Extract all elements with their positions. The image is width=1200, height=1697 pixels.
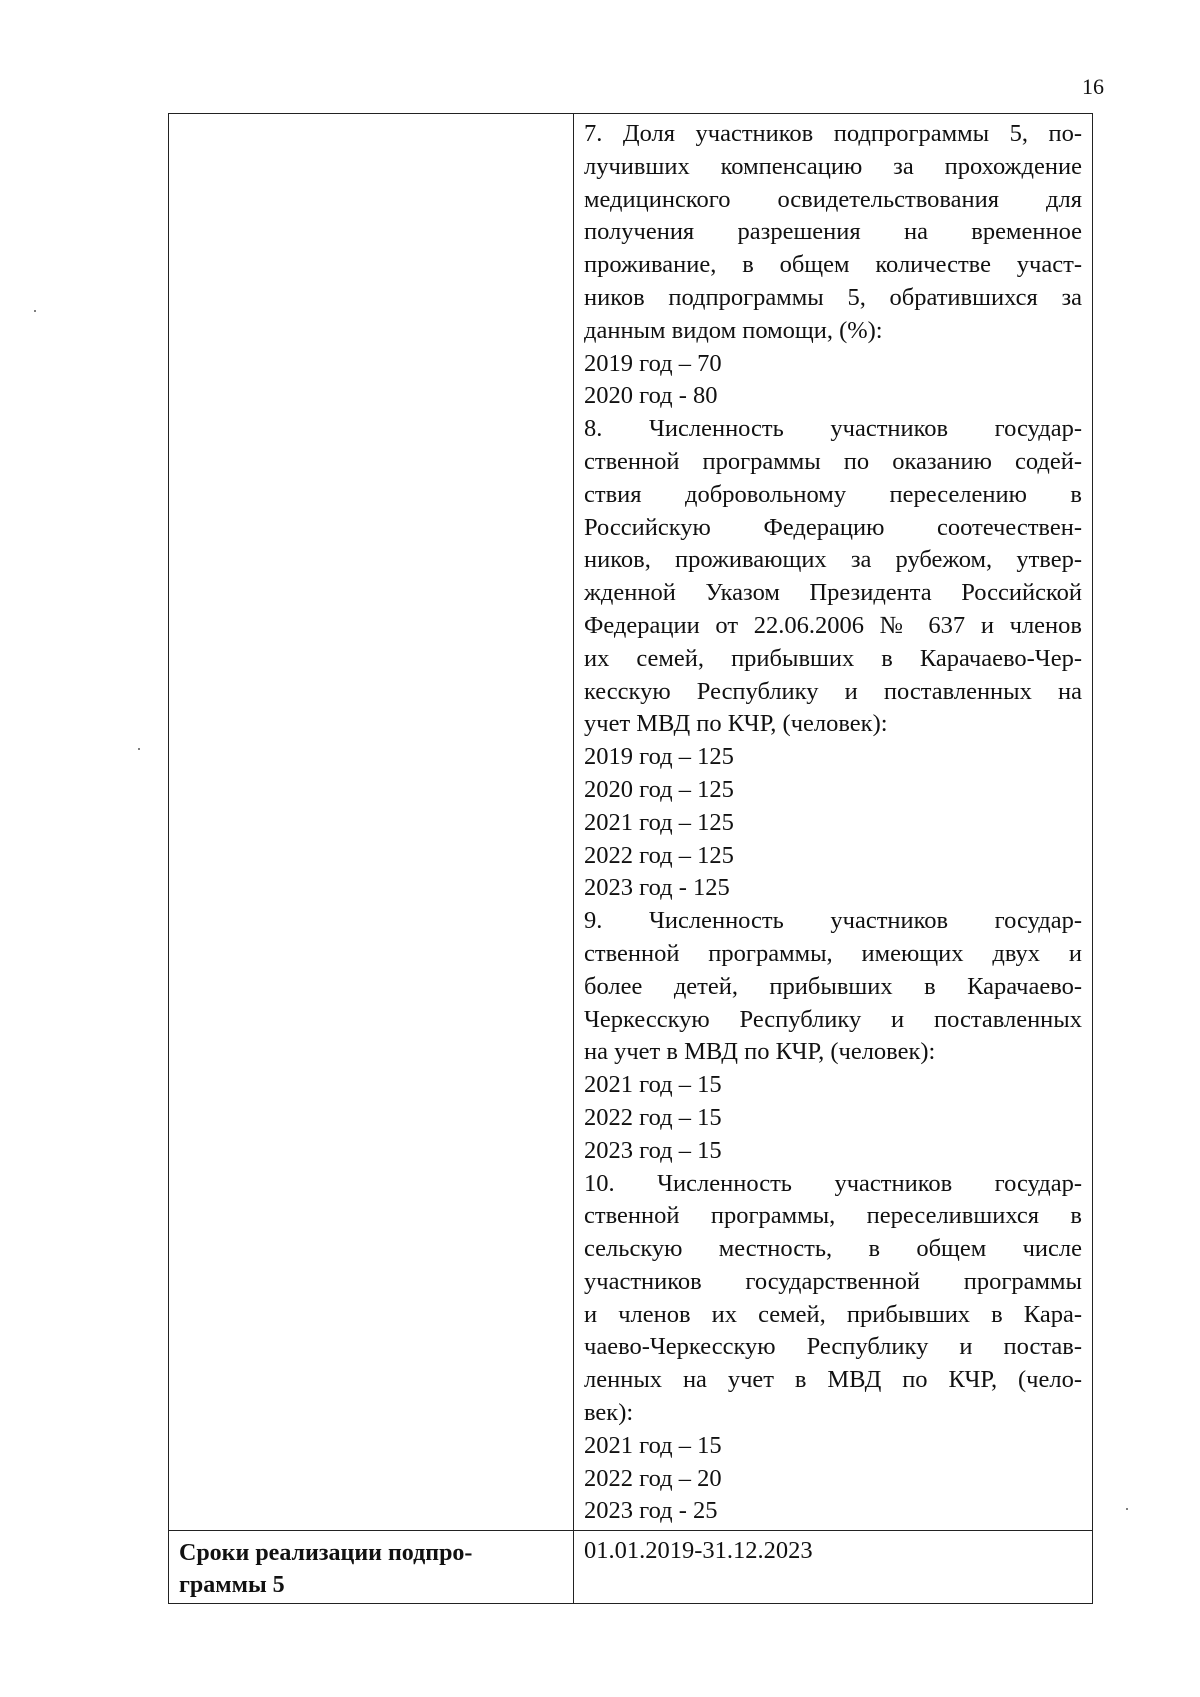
indicator-line: 9. Численность участников государ- [584, 907, 1082, 935]
table-row [169, 114, 1093, 1531]
indicator-line: 2022 год – 15 [584, 1103, 722, 1131]
indicator-line: Федерации от 22.06.2006 № 637 и членов [584, 611, 1082, 639]
indicator-line: участников государственной программы [584, 1267, 1082, 1295]
passport-table [168, 113, 1093, 1604]
indicator-line: 2021 год – 15 [584, 1071, 722, 1099]
indicator-line: 8. Численность участников государ- [584, 415, 1082, 443]
indicator-line: кесскую Республику и поставленных на [584, 677, 1082, 705]
indicator-line: их семей, прибывших в Карачаево-Чер- [584, 644, 1082, 672]
indicator-line: 2023 год - 125 [584, 874, 730, 902]
indicator-line: более детей, прибывших в Карачаево- [584, 972, 1082, 1000]
indicator-line: жденной Указом Президента Российской [584, 579, 1082, 607]
indicator-line: 2022 год – 20 [584, 1464, 722, 1492]
term-label-cell [169, 1531, 574, 1604]
indicator-line: 2023 год – 15 [584, 1136, 722, 1164]
indicator-line: 2019 год – 70 [584, 349, 722, 377]
indicator-line: чаево-Черкесскую Республику и постав- [584, 1333, 1082, 1361]
indicator-line: получения разрешения на временное [584, 218, 1082, 246]
indicator-line: на учет в МВД по КЧР, (человек): [584, 1038, 936, 1066]
indicator-line: сельскую местность, в общем числе [584, 1235, 1082, 1263]
term-label-line: Сроки реализации подпро- [179, 1540, 473, 1567]
indicator-line: проживание, в общем количестве участ- [584, 251, 1082, 279]
indicator-line: ленных на учет в МВД по КЧР, (чело- [584, 1366, 1082, 1394]
indicator-line: ственной программы, имеющих двух и [584, 939, 1082, 967]
indicator-line: 2020 год - 80 [584, 382, 718, 410]
term-value: 01.01.2019-31.12.2023 [584, 1537, 813, 1565]
indicator-line: ственной программы, переселившихся в [584, 1202, 1082, 1230]
indicators-cell [574, 114, 1093, 1531]
indicator-line: ствия добровольному переселению в [584, 480, 1082, 508]
indicator-line: век): [584, 1399, 634, 1427]
indicator-line: 10. Численность участников государ- [584, 1169, 1082, 1197]
indicator-line: 2022 год – 125 [584, 841, 734, 869]
indicator-line: медицинского освидетельствования для [584, 185, 1082, 213]
indicator-line: данным видом помощи, (%): [584, 316, 883, 344]
indicator-line: Черкесскую Республику и поставленных [584, 1005, 1082, 1033]
indicator-line: и членов их семей, прибывших в Кара- [584, 1300, 1082, 1328]
indicator-line: 2023 год - 25 [584, 1497, 718, 1525]
term-label-line: граммы 5 [179, 1572, 285, 1599]
indicator-line: ников подпрограммы 5, обратившихся за [584, 283, 1082, 311]
term-label [179, 1535, 563, 1601]
indicator-line: 2019 год – 125 [584, 743, 734, 771]
page-number: 16 [1082, 74, 1104, 99]
scan-speck [1126, 1508, 1128, 1510]
indicator-line: лучивших компенсацию за прохождение [584, 152, 1082, 180]
empty-left-cell [169, 114, 574, 1531]
indicator-line: учет МВД по КЧР, (человек): [584, 710, 888, 738]
indicators-text [584, 118, 1082, 1528]
indicator-line: Российскую Федерацию соотечествен- [584, 513, 1082, 541]
indicator-line: 2021 год – 125 [584, 808, 734, 836]
term-value-cell [574, 1531, 1093, 1604]
indicator-line: ников, проживающих за рубежом, утвер- [584, 546, 1082, 574]
scan-speck [34, 310, 36, 312]
scan-speck [138, 748, 140, 750]
indicator-line: ственной программы по оказанию содей- [584, 447, 1082, 475]
indicator-line: 2020 год – 125 [584, 775, 734, 803]
indicator-line: 2021 год – 15 [584, 1431, 722, 1459]
table-row [169, 1531, 1093, 1604]
indicator-line: 7. Доля участников подпрограммы 5, по- [584, 120, 1082, 147]
